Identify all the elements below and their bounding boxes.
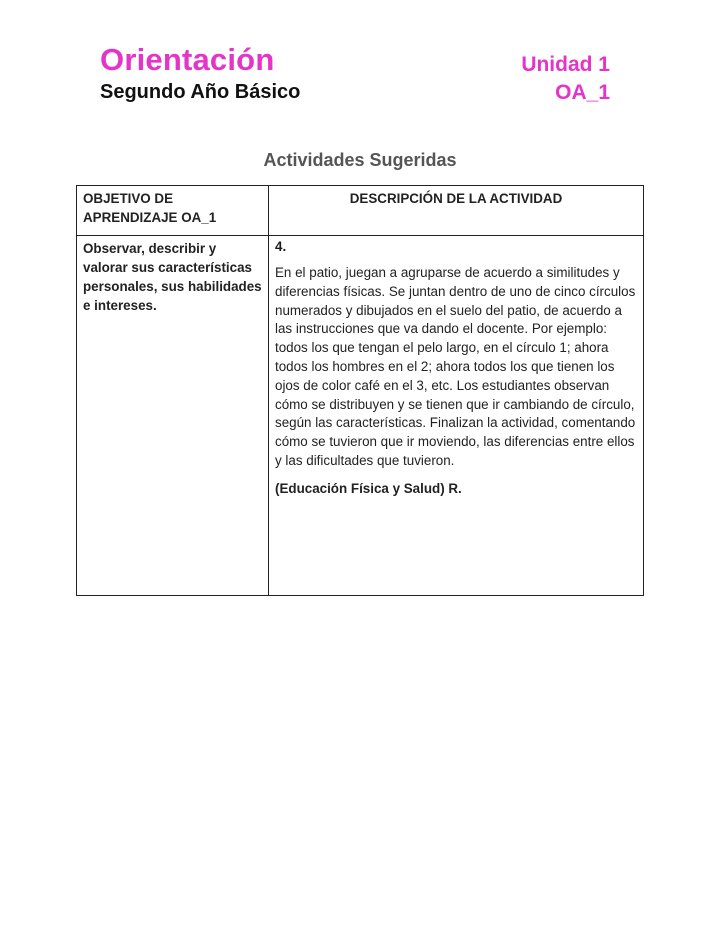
objective-column-header: OBJETIVO DE APRENDIZAJE OA_1 [77, 186, 269, 236]
unit-label: Unidad 1 [521, 53, 610, 76]
oa-label: OA_1 [555, 81, 610, 104]
table-header-row [77, 186, 644, 236]
activity-number: 4. [275, 239, 287, 254]
description-column-header: DESCRIPCIÓN DE LA ACTIVIDAD [269, 186, 644, 236]
objective-cell [77, 236, 269, 596]
page-title: Orientación [100, 42, 275, 77]
subject-reference: (Educación Física y Salud) R. [275, 480, 462, 496]
activity-description: En el patio, juegan a agruparse de acuerdo a similitudes y diferencias físicas. Se juntan dentro de uno de cinco círculos numerados y dibujados en el suelo del patio, de acuerdo a las instrucciones que va dando el docente. Por ejemplo: todos los que tengan el pelo largo, en el círculo 1; ahora todos los hombres en el 2; ahora todos los que tienen los ojos de color café en el 3, etc. Los estudiantes observan cómo se distribuyen y se tienen que ir cambiando de círculo, según las características. Finalizan la actividad, comentando cómo se tuvieron que ir moviendo, las diferencias entre ellos y las dificultades que tuvieron. [275, 265, 636, 468]
table-row [77, 236, 644, 596]
objective-text: Observar, describir y valorar sus características personales, sus habilidades e intereses. [83, 241, 262, 313]
activities-table [76, 185, 644, 596]
section-title: Actividades Sugeridas [263, 150, 457, 170]
page-subtitle: Segundo Año Básico [100, 81, 301, 103]
description-cell [269, 236, 644, 596]
